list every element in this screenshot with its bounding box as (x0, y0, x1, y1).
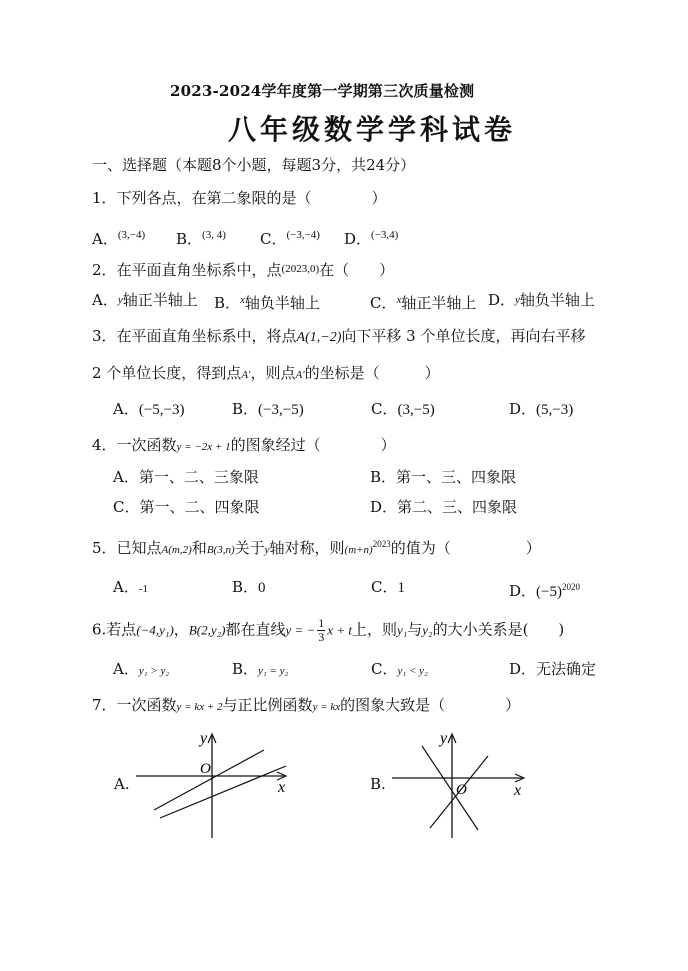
option-text: 第一、三、四象限 (396, 468, 517, 486)
option-text: 第二、三、四象限 (397, 498, 518, 516)
stem-text: 3．在平面直角坐标系中，将点 (92, 327, 297, 345)
option-value: 1 (397, 580, 405, 596)
option-label: A． (113, 660, 139, 678)
stem-text: 的值为（ ） (390, 539, 541, 557)
question-6-option-a[interactable] (113, 659, 169, 681)
stem-text: 上，则 (351, 620, 397, 639)
exam-session-title: 2023-2024学年度第一学期第三次质量检测 (170, 82, 475, 100)
point-coord: B(3,n) (206, 544, 235, 556)
question-7-graph-b[interactable] (386, 726, 536, 842)
option-label: C． (371, 660, 398, 678)
option-label: C． (371, 400, 398, 418)
option-label: C． (370, 294, 397, 312)
question-1-stem: 1．下列各点，在第二象限的是（ ） (92, 189, 387, 207)
option-text: 轴负半轴上 (244, 294, 320, 312)
question-5-option-d[interactable] (509, 577, 580, 602)
stem-text: 5．已知点 (92, 539, 162, 557)
fraction-numerator: 1 (318, 616, 325, 630)
question-2-option-b[interactable] (214, 290, 320, 313)
option-value: (−5) (536, 584, 562, 600)
option-value: (3, 4) (202, 229, 226, 241)
option-text: 轴正半轴上 (122, 291, 198, 309)
x-axis-label: x (278, 779, 286, 796)
question-1-option-c[interactable] (260, 225, 320, 249)
option-label: C． (371, 578, 398, 596)
axis-variable: y (515, 294, 520, 306)
option-text: 第一、二、三象限 (138, 468, 259, 486)
option-label: B． (176, 230, 203, 248)
option-label: A． (92, 291, 118, 309)
stem-text: 与 (407, 620, 423, 639)
stem-text: 2．在平面直角坐标系中，点 (92, 261, 282, 279)
power-exponent: 2020 (561, 582, 580, 592)
question-3-option-c[interactable] (371, 399, 435, 420)
power-exponent: 2023 (372, 539, 391, 549)
stem-text: 的图象经过（ ） (230, 436, 396, 454)
point-coord: (2023,0) (281, 263, 320, 275)
function-expr: x + t (327, 622, 352, 638)
option-value: -1 (138, 583, 149, 595)
option-text: 第一、二、四象限 (139, 498, 260, 516)
option-value: (5,−3) (536, 402, 574, 418)
option-value: y₁ > y₂ (138, 665, 170, 677)
function-expr: y = kx (312, 701, 341, 713)
option-label: A． (113, 468, 139, 486)
axis-variable: x (396, 294, 402, 306)
question-4-option-c[interactable] (113, 497, 260, 517)
option-label: A． (113, 400, 139, 418)
question-4-option-a[interactable] (113, 467, 259, 487)
question-6-option-b[interactable] (232, 659, 288, 681)
stem-text: ，则点 (250, 364, 296, 382)
option-label: B． (232, 578, 259, 596)
option-label: A． (92, 230, 118, 248)
origin-label: O (456, 782, 467, 798)
question-4-option-d[interactable] (370, 497, 517, 517)
option-value: 0 (258, 580, 266, 596)
function-expr: y = kx + 2 (176, 701, 223, 713)
stem-text: 的图象大致是（ ） (340, 696, 521, 714)
question-7-stem (92, 695, 520, 717)
question-2-stem (92, 259, 394, 280)
question-5-option-a[interactable] (113, 577, 148, 599)
axis-variable: y (117, 294, 123, 306)
question-3-option-b[interactable] (232, 399, 304, 420)
fraction (317, 617, 325, 644)
line-one (422, 746, 478, 830)
option-value: (3,−5) (397, 402, 435, 418)
option-label: C． (113, 498, 140, 516)
stem-text: ， (173, 620, 189, 639)
option-label: A． (113, 578, 139, 596)
axis-variable: x (240, 294, 245, 306)
origin-label: O (200, 761, 211, 777)
section-heading: 一、选择题（本题8个小题，每题3分，共24分） (92, 156, 416, 174)
stem-text: 在（ ） (319, 261, 395, 279)
question-1-option-b[interactable] (176, 225, 226, 249)
point-coord: (−4,y₁) (136, 622, 174, 638)
question-2-option-d[interactable] (488, 290, 595, 310)
stem-text: 6.若点 (92, 620, 137, 639)
option-value: (−3,−4) (286, 229, 320, 241)
stem-text: 都在直线 (225, 620, 286, 639)
y-axis-label: y (200, 730, 208, 747)
option-label: B． (370, 468, 397, 486)
option-value: 无法确定 (536, 660, 597, 678)
exam-paper-title: 八年级数学学科试卷 (228, 113, 517, 146)
stem-text: 的坐标是（ ） (304, 364, 440, 382)
y-axis-label: y (440, 730, 448, 747)
stem-text: 7．一次函数 (92, 696, 177, 714)
stem-text: 与正比例函数 (222, 696, 313, 714)
function-expr: y = −2x + 1 (176, 441, 231, 453)
stem-text: 关于 (234, 539, 265, 557)
stem-text: 2 个单位长度，得到点 (92, 364, 242, 382)
question-1-option-d[interactable] (344, 225, 398, 249)
question-6-stem (92, 617, 564, 644)
option-value: y₁ < y₂ (397, 665, 428, 677)
power-base: (m+n) (344, 544, 373, 556)
question-5-option-c[interactable] (371, 577, 405, 598)
option-value: (−3,−5) (258, 402, 304, 418)
option-text: 轴正半轴上 (401, 294, 477, 312)
question-4-stem (92, 435, 396, 457)
point-coord: A(m,2) (161, 544, 192, 556)
stem-text: 轴对称，则 (269, 539, 345, 557)
question-7-option-a-label[interactable]: A. (114, 775, 130, 793)
option-label: D． (509, 400, 537, 418)
option-label: D． (344, 230, 372, 248)
option-value: (−3,4) (371, 229, 399, 241)
fraction-denominator: 3 (318, 630, 325, 644)
question-1-option-a[interactable] (92, 225, 145, 249)
question-3-option-a[interactable] (113, 399, 185, 420)
option-label: B． (232, 400, 259, 418)
x-axis-label: x (514, 782, 522, 799)
point-coord: A(1,−2) (296, 330, 342, 345)
question-4-option-b[interactable] (370, 467, 516, 487)
question-7-option-b-label[interactable]: B. (370, 775, 386, 793)
option-value: (−5,−3) (138, 402, 185, 418)
option-label: D． (509, 660, 537, 678)
stem-text: 4．一次函数 (92, 436, 177, 454)
line-two (160, 766, 286, 818)
question-6-option-d[interactable] (509, 659, 596, 679)
option-value: y₁ = y₂ (258, 665, 289, 677)
variable: y₂ (422, 622, 433, 638)
option-label: B． (232, 660, 259, 678)
point-label: A′ (295, 369, 305, 381)
stem-text: 的大小关系是( ) (432, 620, 565, 639)
axis-variable: y (264, 544, 270, 556)
option-label: C． (260, 230, 287, 248)
question-3-stem-line1 (92, 326, 585, 348)
question-5-stem (92, 534, 541, 560)
variable: y₁ (396, 622, 408, 638)
question-7-graph-a[interactable] (132, 726, 302, 842)
option-value: (3,−4) (117, 229, 146, 241)
option-label: D． (488, 291, 516, 309)
stem-text: 向下平移 3 个单位长度，再向右平移 (341, 327, 586, 345)
question-3-stem-line2 (92, 363, 440, 385)
function-expr: y = − (285, 622, 316, 638)
question-6-option-c[interactable] (371, 659, 428, 681)
option-label: D． (509, 582, 537, 600)
question-3-option-d[interactable] (509, 399, 573, 420)
option-text: 轴负半轴上 (519, 291, 595, 309)
line-one (154, 750, 264, 810)
stem-text: 和 (191, 539, 207, 557)
question-2-option-a[interactable] (92, 290, 198, 310)
point-label: A′ (241, 369, 251, 381)
question-2-option-c[interactable] (370, 290, 476, 313)
option-label: B． (214, 294, 241, 312)
option-label: D． (370, 498, 398, 516)
question-5-option-b[interactable] (232, 577, 266, 598)
point-coord: B(2,y₂) (188, 622, 226, 638)
